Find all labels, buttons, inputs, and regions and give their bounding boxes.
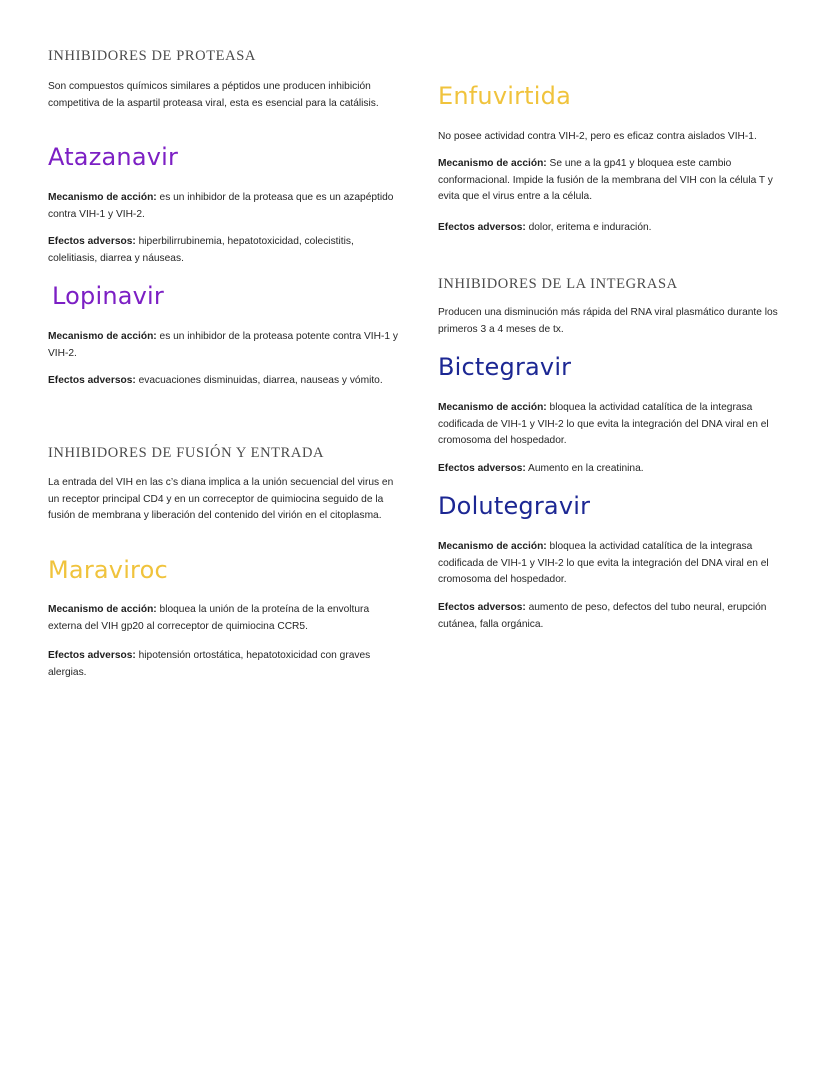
section-title-fusion: INHIBIDORES DE FUSIÓN Y ENTRADA xyxy=(48,445,325,461)
efectos-label: Efectos adversos: xyxy=(48,236,136,247)
atazanavir-mecanismo xyxy=(48,190,398,223)
integrasa-intro: Producen una disminución más rápida del RNA viral plasmático durante los primeros 3 a 4 meses de tx. xyxy=(438,307,778,335)
mecanismo-text: Se une a la gp41 y bloquea este cambio conformacional. Impide la fusión de la membrana del VIH con la célula T y evita que el virus entre a la célula. xyxy=(438,158,773,202)
mecanismo-label: Mecanismo de acción: xyxy=(438,158,547,169)
enfuvirtida-intro: No posee actividad contra VIH-2, pero es eficaz contra aislados VIH-1. xyxy=(438,131,757,142)
efectos-text: dolor, eritema e induración. xyxy=(525,222,652,233)
bictegravir-mecanismo xyxy=(438,400,783,450)
bictegravir-efectos xyxy=(438,461,644,478)
efectos-text: aumento de peso, defectos del tubo neural, erupción cutánea, falla orgánica. xyxy=(438,602,767,630)
efectos-label: Efectos adversos: xyxy=(48,650,136,661)
mecanismo-label: Mecanismo de acción: xyxy=(48,604,157,615)
efectos-label: Efectos adversos: xyxy=(438,222,526,233)
mecanismo-label: Mecanismo de acción: xyxy=(48,192,157,203)
atazanavir-efectos xyxy=(48,234,398,267)
efectos-text: hipotensión ortostática, hepatotoxicidad con graves alergias. xyxy=(48,650,371,678)
dolutegravir-mecanismo xyxy=(438,539,783,589)
drug-title-lopinavir: Lopinavir xyxy=(52,282,164,310)
mecanismo-text: bloquea la actividad catalítica de la integrasa codificada de VIH-1 y VIH-2 lo que evita la integración del DNA viral en el cromosoma del hospedador. xyxy=(438,541,769,585)
lopinavir-efectos xyxy=(48,373,383,390)
maraviroc-mecanismo xyxy=(48,602,398,635)
efectos-text: hiperbilirrubinemia, hepatotoxicidad, colecistitis, colelitiasis, diarrea y náuseas. xyxy=(48,236,354,264)
mecanismo-text: es un inhibidor de la proteasa potente contra VIH-1 y VIH-2. xyxy=(48,331,398,359)
efectos-text: evacuaciones disminuidas, diarrea, nauseas y vómito. xyxy=(135,375,383,386)
maraviroc-efectos xyxy=(48,648,398,681)
mecanismo-text: bloquea la unión de la proteína de la envoltura externa del VIH gp20 al correceptor de quimiocina CCR5. xyxy=(48,604,370,632)
drug-title-maraviroc: Maraviroc xyxy=(48,556,168,584)
enfuvirtida-efectos xyxy=(438,220,651,237)
section-title-integrasa: INHIBIDORES DE LA INTEGRASA xyxy=(438,276,678,292)
mecanismo-text: bloquea la actividad catalítica de la integrasa codificada de VIH-1 y VIH-2 lo que evita la integración del DNA viral en el cromosoma del hospedador. xyxy=(438,402,769,446)
enfuvirtida-mecanismo xyxy=(438,156,783,206)
section-title-proteasa: INHIBIDORES DE PROTEASA xyxy=(48,48,256,64)
mecanismo-text: es un inhibidor de la proteasa que es un azapéptido contra VIH-1 y VIH-2. xyxy=(48,192,394,220)
efectos-label: Efectos adversos: xyxy=(48,375,136,386)
efectos-text: Aumento en la creatinina. xyxy=(525,463,644,474)
proteasa-intro: Son compuestos químicos similares a péptidos une producen inhibición competitiva de la aspartil proteasa viral, esta es esencial para la catálisis. xyxy=(48,81,379,109)
lopinavir-mecanismo xyxy=(48,329,398,362)
mecanismo-label: Mecanismo de acción: xyxy=(48,331,157,342)
mecanismo-label: Mecanismo de acción: xyxy=(438,541,547,552)
mecanismo-label: Mecanismo de acción: xyxy=(438,402,547,413)
drug-title-bictegravir: Bictegravir xyxy=(438,353,572,381)
drug-title-atazanavir: Atazanavir xyxy=(48,143,179,171)
efectos-label: Efectos adversos: xyxy=(438,602,526,613)
drug-title-dolutegravir: Dolutegravir xyxy=(438,492,591,520)
fusion-intro: La entrada del VIH en las c’s diana implica a la unión secuencial del virus en un receptor principal CD4 y en un correceptor de quimiocina seguido de la fusión de membrana y liberación del contenido del virión en el citoplasma. xyxy=(48,477,394,521)
dolutegravir-efectos xyxy=(438,600,783,633)
efectos-label: Efectos adversos: xyxy=(438,463,526,474)
drug-title-enfuvirtida: Enfuvirtida xyxy=(438,82,571,110)
